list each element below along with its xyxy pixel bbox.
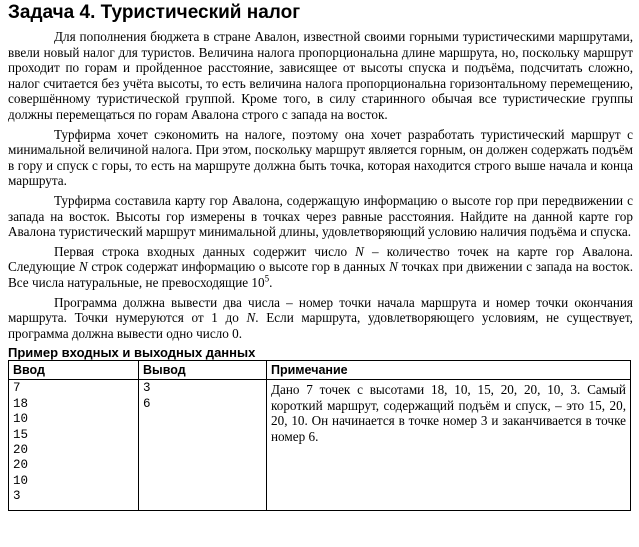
example-output: 3 6 (139, 380, 267, 511)
input-format-text-e: . (269, 274, 273, 290)
paragraph-task: Турфирма составила карту гор Авалона, содержащую информацию о высоте гор при передвижении с запада на восток. Высоты гор измерены в точках через равные расстояния. Найдите на данной карте гор Авалона туристический маршрут минимальной длины, удовлетворяющий условию наличия подъёма и спуска. (8, 192, 633, 240)
example-note: Дано 7 точек с высотами 18, 10, 15, 20, 20, 10, 3. Самый короткий маршрут, содержащий подъём и спуск, – это 15, 20, 20, 10. Он начинается в точке номер 3 и заканчивается в точке номер 6. (267, 380, 631, 511)
variable-n: N (246, 310, 256, 326)
example-data-row (9, 380, 631, 511)
output-format-text-b: . Если маршрута, удовлетворяющего условиям, не существует, программа должна вывести одно число 0. (8, 310, 633, 341)
example-input: 7 18 10 15 20 20 10 3 (9, 380, 139, 511)
problem-title: Задача 4. Туристический налог (8, 2, 301, 23)
input-format-text-b: – количество точек на карте гор Авалона. Следующие (8, 243, 633, 275)
variable-n: N (355, 243, 364, 259)
output-format-text-a: Программа должна вывести два числа – номер точки начала маршрута и номер точки окончания маршрута. Точки нумеруются от 1 до (8, 294, 633, 326)
header-output: Вывод (139, 361, 267, 380)
paragraph-intro: Для пополнения бюджета в стране Авалон, известной своими горными туристическими маршрутами, ввели новый налог для туристов. Величина налога пропорциональна длине маршрута, но, поскольку маршрут проходит по горам и пройденное расстояние, зависящее от высоты спуска и подъёма, подсчитать сложно, налог считается без учёта высоты, то есть величина налога пропорциональна горизонтальному перемещению, совершённому туристической группой. Кроме того, в силу старинного обычая все туристические группы должны перемещаться по горам Авалона строго с запада на восток. (8, 29, 633, 122)
header-input: Ввод (9, 361, 139, 380)
paragraph-output-format (8, 295, 633, 342)
problem-statement (8, 29, 633, 341)
exponent: 5 (264, 273, 270, 284)
paragraph-goal: Турфирма хочет сэкономить на налоге, поэтому она хочет разработать туристический маршрут с минимальной величиной налога. При этом, поскольку маршрут является горным, он должен содержать подъём в гору и спуск с горы, то есть на маршруте должна быть точка, которая находится строго выше начала и конца маршрута. (8, 126, 633, 189)
input-format-text-d: точках при движении с запада на восток. Все числа натуральные, не превосходящие 10 (8, 259, 634, 290)
example-header-row (9, 361, 631, 380)
example-heading: Пример входных и выходных данных (8, 345, 256, 361)
variable-n: N (389, 259, 398, 275)
paragraph-input-format (8, 244, 633, 291)
variable-n: N (78, 259, 88, 275)
example-table (8, 360, 631, 511)
header-note: Примечание (267, 361, 631, 380)
input-format-text-a: Первая строка входных данных содержит число (54, 243, 356, 259)
input-format-text-c: строк содержат информацию о высоте гор в данных (87, 259, 390, 275)
